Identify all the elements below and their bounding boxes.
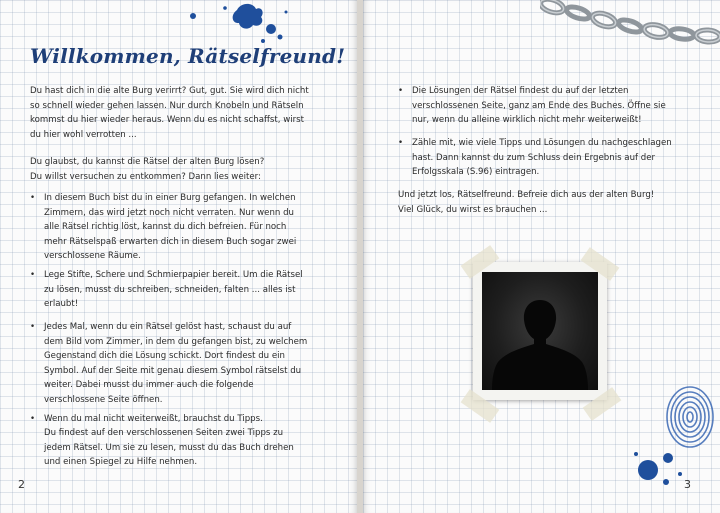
question-line: Du willst versuchen zu entkommen? Dann lies weiter: (30, 171, 261, 182)
page-title: Willkommen, Rätselfreund! (30, 44, 346, 68)
tips-followup-paragraph: Du findest auf den verschlossenen Seiten zwei Tipps zu jedem Rätsel. Um sie zu lesen, musst du das Buch drehen und einen Spiegel zu Hilfe nehmen. (44, 428, 294, 468)
closing-line: Viel Glück, du wirst es brauchen ... (398, 204, 548, 215)
bullet-icon: • (30, 270, 36, 280)
question-line: Du glaubst, du kannst die Rätsel der alten Burg lösen? (30, 157, 265, 167)
bullet-icon: • (30, 414, 36, 424)
ink-splatter-icon (185, 0, 295, 50)
page-number-right: 3 (684, 478, 691, 491)
page-number-left: 2 (18, 478, 25, 491)
bullet-icon: • (398, 86, 404, 96)
closing-line: Und jetzt los, Rätselfreund. Befreie dich aus der alten Burg! (398, 190, 655, 200)
closing-paragraph (398, 188, 683, 217)
bullet-icon: • (398, 138, 404, 148)
polaroid-photo (473, 262, 607, 400)
bullet-icon: • (30, 193, 36, 203)
silhouette-icon (482, 272, 598, 390)
book-spread: Willkommen, Rätselfreund! Du hast dich in die alte Burg verirrt? Gut, gut. Sie wird dich nicht so schnell wieder gehen lassen. Nur durch Knobeln und Rätseln kommst du hier wieder heraus. Wenn du es nicht schaffst, wirst du hier wohl verrotten ... Du glaubst, du kannst die Rätsel der alten Burg lösen? Du willst versuchen zu entkommen? Dann lies weiter: • In diesem Buch bist du in einer Burg gefangen. In welchen Zimmern, das wird jetzt noch nicht verraten. Nur wenn du alle Rätsel richtig löst, kannst du dich befreien. Für noch mehr Rätselspaß erwarten dich in diesem Buch sogar zwei verschlossene Räume. • Lege Stifte, Schere und Schmierpapier bereit. Um die Rätsel zu lösen, musst du schreiben, schneiden, falten ... alles ist erlaubt! • Jedes Mal, wenn du ein Rätsel gelöst hast, schaust du auf dem Bild vom Zimmer, in dem du gefangen bist, zu welchem Gegenstand dich die Lösung schickt. Dort findest du ein Symbol. Auf der Seite mit genau diesem Symbol rätselst du weiter. Dabei musst du immer auch die folgende verschlossene Seite öffnen. • Wenn du mal nicht weiterweißt, brauchst du Tipps. Du findest auf den verschlossenen Seiten zwei Tipps zu jedem Rätsel. Um sie zu lesen, musst du das Buch drehen und einen Spiegel zu Hilfe nehmen. 2 • Die Lösungen der Rätsel findest du auf der letzten verschlossenen Seite, ganz am Ende des Buches. Öffne sie nur, wenn du alleine wirklich nicht mehr weiterweißt! • Zähle mit, wie viele Tipps und Lösungen du nachgeschlagen hast. Dann kannst du zum Schluss dein Ergebnis auf der Erfolgsskala (S.96) eintragen. Und jetzt los, Rätselfreund. Befreie dich aus der alten Burg! Viel Glück, du wirst es brauchen ... 3 (0, 0, 720, 513)
intro-paragraph: Du hast dich in die alte Burg verirrt? Gut, gut. Sie wird dich nicht so schnell wieder gehen lassen. Nur durch Knobeln und Rätseln kommst du hier wieder heraus. Wenn du es nicht schaffst, wirst du hier wohl verrotten ... (30, 86, 309, 140)
ink-splatter-icon (628, 440, 688, 490)
bullet-icon: • (30, 322, 36, 332)
chain-icon (540, 0, 720, 45)
question-paragraph (30, 155, 310, 184)
